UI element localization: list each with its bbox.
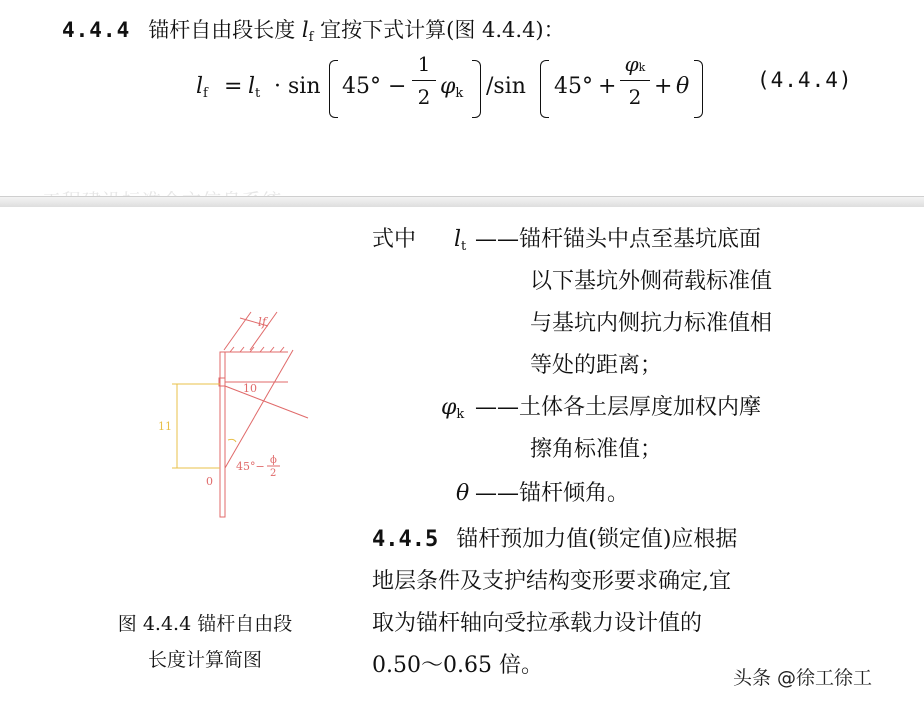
label-zero: 0 (206, 475, 213, 488)
def-theta-symbol: θ (456, 481, 470, 506)
formula-lhs: $l_f$ (196, 74, 208, 101)
platform-watermark: 头条 @徐工徐工 (733, 667, 873, 689)
formula-dot-sin: · sin (274, 74, 321, 99)
def-phik-symbol: $\varphi_k$ (441, 395, 465, 422)
clause-number: 4.4.4 (62, 18, 131, 42)
def-lt-symbol: $l_t$ (454, 227, 467, 254)
clause-symbol: l (301, 18, 309, 42)
formula-deg1: 45° (342, 74, 381, 99)
fraction-half: $\frac{1}{2}$ (412, 52, 436, 113)
figure-caption (80, 606, 330, 678)
clause-445-line-2: 地层条件及支护结构变形要求确定,宜 (372, 569, 731, 594)
def-phik-line-2: 擦角标准值； (530, 437, 663, 462)
retaining-wall (220, 352, 225, 517)
anchor-rod (225, 386, 308, 418)
formula-plus1: + (598, 74, 617, 99)
clause-445-first-line (372, 522, 737, 558)
label-10: 10 (243, 382, 257, 395)
def-lt-line-3: 与基坑内侧抗力标准值相 (530, 311, 773, 336)
formula-theta: θ (676, 74, 690, 99)
formula-minus: − (388, 74, 407, 99)
caption-line-2: 长度计算简图 (147, 649, 262, 671)
clause-symbol-sub: f (308, 30, 314, 45)
right-bracket-1 (472, 60, 481, 118)
slip-plane (225, 350, 293, 468)
anchor-free-length-diagram (150, 300, 310, 525)
left-bracket-2 (540, 60, 549, 118)
clause-445-line-1: 锚杆预加力值(锁定值)应根据 (456, 527, 738, 552)
clause-tail: 宜按下式计算(图 4.4.4)： (320, 18, 565, 42)
formula-lt: $l_t$ (248, 74, 261, 101)
def-lt-line-4: 等处的距离； (530, 353, 663, 378)
clause-445-number: 4.4.5 (372, 527, 439, 552)
clause-445-line-3: 取为锚杆轴向受拉承载力设计值的 (372, 611, 703, 636)
clause-text: 锚杆自由段长度 (148, 18, 296, 42)
clause-445-line-4: 0.50～0.65 倍。 (372, 653, 543, 678)
height-dimension (172, 384, 236, 468)
formula-eq: = (224, 74, 243, 99)
right-bracket-2 (694, 60, 703, 118)
formula-plus2: + (654, 74, 673, 99)
caption-line-1: 图 4.4.4 锚杆自由段 (117, 613, 293, 635)
page-top-section (0, 0, 924, 196)
soil-hatch (230, 347, 284, 352)
label-two: 2 (270, 468, 277, 479)
formula-deg2: 45° (554, 74, 593, 99)
fraction-phi-half: $\frac{\varphi k}{2}$ (620, 52, 650, 113)
def-lt-line-1: ——锚杆锚头中点至基坑底面 (475, 227, 762, 252)
label-angle: 45°− (236, 460, 265, 473)
label-11: 11 (158, 420, 172, 433)
formula-phi: $\varphi_k$ (440, 74, 464, 101)
def-lt-line-2: 以下基坑外侧荷载标准值 (530, 269, 773, 294)
left-bracket-1 (329, 60, 338, 118)
def-phik-line-1: ——土体各土层厚度加权内摩 (475, 395, 762, 420)
label-lf: lf (258, 315, 267, 329)
def-theta-line: ——锚杆倾角。 (475, 481, 630, 506)
label-phi: ϕ (270, 455, 277, 466)
equation-number: (4.4.4) (757, 68, 853, 92)
clause-444-heading (62, 14, 565, 45)
dim-ext-left (224, 312, 251, 350)
definitions-intro: 式中 (372, 227, 417, 252)
formula-slash-sin: /sin (486, 74, 526, 99)
